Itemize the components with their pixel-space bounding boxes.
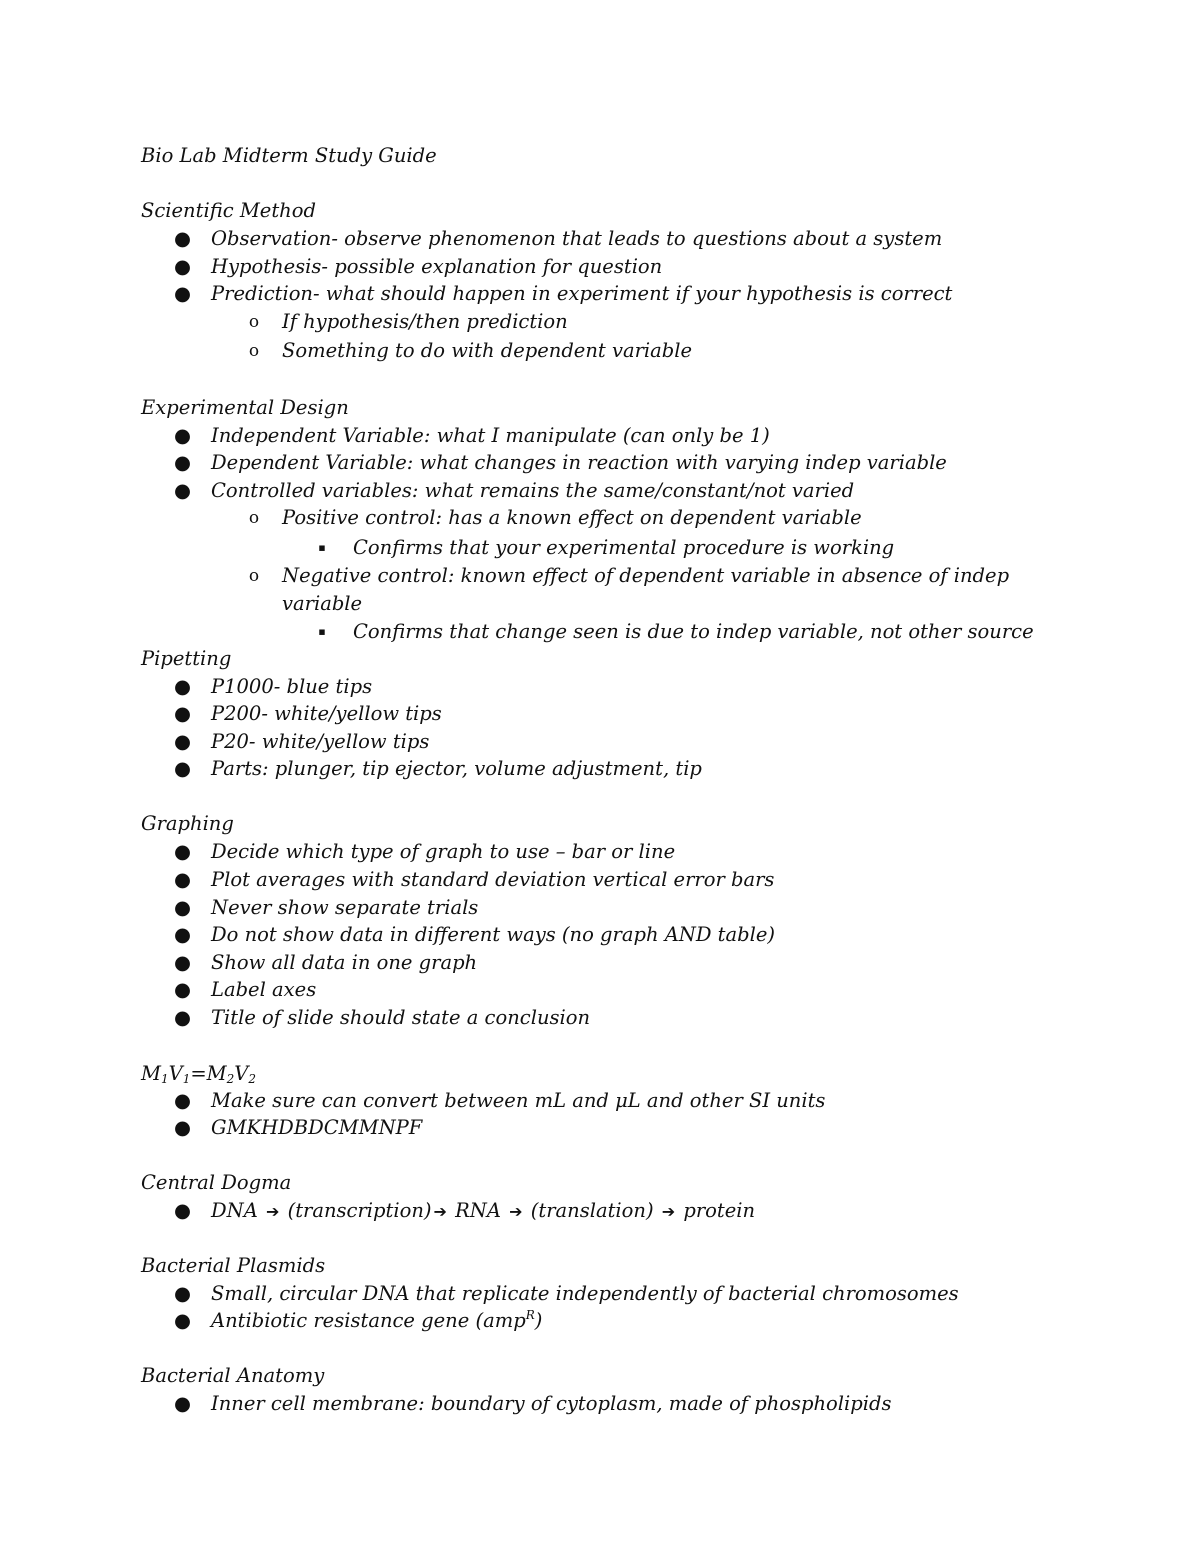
formula-m1: M	[141, 1062, 161, 1085]
bullet-icon: ●	[174, 1282, 192, 1305]
bullet-icon: ●	[174, 1116, 192, 1139]
amp-gene-text: Antibiotic resistance gene (amp	[211, 1309, 526, 1332]
sub-list-item: Negative control: known effect of dependent variable in absence of indep	[282, 564, 1010, 587]
list-item	[211, 1307, 542, 1335]
bullet-icon: ●	[174, 479, 192, 502]
bullet-icon: ●	[174, 1199, 192, 1222]
arrow-right-icon: ➔	[265, 1202, 280, 1221]
list-item: Dependent Variable: what changes in reaction with varying indep variable	[211, 451, 947, 474]
circle-bullet-icon: o	[248, 508, 260, 528]
circle-bullet-icon: o	[248, 312, 260, 332]
bullet-icon: ●	[174, 424, 192, 447]
square-bullet-icon: ▪	[318, 541, 326, 554]
formula-subscript: 1	[182, 1072, 191, 1086]
square-bullet-icon: ▪	[318, 625, 326, 638]
list-item: Observation- observe phenomenon that leads to questions about a system	[211, 227, 943, 250]
bullet-icon: ●	[174, 868, 192, 891]
bullet-icon: ●	[174, 255, 192, 278]
list-item: Do not show data in different ways (no graph AND table)	[211, 923, 776, 946]
list-item: GMKHDBDCMMNPF	[211, 1116, 423, 1139]
flow-step-transcription: (transcription)	[287, 1199, 432, 1222]
section-heading-experimental-design: Experimental Design	[141, 396, 349, 419]
section-heading-bacterial-plasmids: Bacterial Plasmids	[141, 1254, 326, 1277]
flow-step-dna: DNA	[211, 1199, 258, 1222]
arrow-right-icon: ➔	[433, 1202, 447, 1221]
bullet-icon: ●	[174, 702, 192, 725]
section-heading-bacterial-anatomy: Bacterial Anatomy	[141, 1364, 325, 1387]
bullet-icon: ●	[174, 1309, 192, 1332]
arrow-right-icon: ➔	[661, 1202, 676, 1221]
formula-subscript: 2	[248, 1072, 257, 1086]
list-item: Prediction- what should happen in experiment if your hypothesis is correct	[211, 282, 953, 305]
list-item: Parts: plunger, tip ejector, volume adjustment, tip	[211, 757, 702, 780]
formula-v1: V	[168, 1062, 183, 1085]
arrow-right-icon: ➔	[509, 1202, 523, 1221]
bullet-icon: ●	[174, 1089, 192, 1112]
formula-equals-m2: =M	[190, 1062, 227, 1085]
bullet-icon: ●	[174, 1006, 192, 1029]
sub-list-item: Positive control: has a known effect on dependent variable	[282, 506, 862, 529]
list-item: Label axes	[211, 978, 317, 1001]
bullet-icon: ●	[174, 675, 192, 698]
superscript-r: R	[525, 1308, 535, 1322]
bullet-icon: ●	[174, 1392, 192, 1415]
list-item: Decide which type of graph to use – bar or line	[211, 840, 676, 863]
sub-list-item: Something to do with dependent variable	[282, 339, 693, 362]
list-item: Never show separate trials	[211, 896, 479, 919]
bullet-icon: ●	[174, 730, 192, 753]
bullet-icon: ●	[174, 923, 192, 946]
bullet-icon: ●	[174, 896, 192, 919]
flow-step-protein: protein	[683, 1199, 756, 1222]
flow-step-rna: RNA	[455, 1199, 501, 1222]
list-item: Plot averages with standard deviation vertical error bars	[211, 868, 775, 891]
section-heading-scientific-method: Scientific Method	[141, 199, 316, 222]
list-item: Independent Variable: what I manipulate (can only be 1)	[211, 424, 770, 447]
bullet-icon: ●	[174, 451, 192, 474]
sub-sub-list-item: Confirms that your experimental procedure is working	[353, 536, 895, 559]
amp-gene-close: )	[534, 1309, 543, 1332]
list-item: Controlled variables: what remains the same/constant/not varied	[211, 479, 855, 502]
formula-v2: V	[234, 1062, 249, 1085]
document-title: Bio Lab Midterm Study Guide	[141, 144, 437, 167]
sub-sub-list-item: Confirms that change seen is due to indep variable, not other source	[353, 620, 1034, 643]
list-item: Title of slide should state a conclusion	[211, 1006, 591, 1029]
circle-bullet-icon: o	[248, 566, 260, 586]
list-item: Small, circular DNA that replicate independently of bacterial chromosomes	[211, 1282, 959, 1305]
formula-subscript: 2	[226, 1072, 235, 1086]
bullet-icon: ●	[174, 951, 192, 974]
section-heading-graphing: Graphing	[141, 812, 234, 835]
circle-bullet-icon: o	[248, 341, 260, 361]
bullet-icon: ●	[174, 227, 192, 250]
list-item: P1000- blue tips	[211, 675, 373, 698]
list-item: P20- white/yellow tips	[211, 730, 430, 753]
sub-list-item-continuation: variable	[282, 592, 363, 615]
section-heading-dilution-formula	[141, 1060, 256, 1088]
bullet-icon: ●	[174, 978, 192, 1001]
central-dogma-flow	[211, 1197, 755, 1226]
list-item: Hypothesis- possible explanation for question	[211, 255, 663, 278]
bullet-icon: ●	[174, 840, 192, 863]
section-heading-central-dogma: Central Dogma	[141, 1171, 292, 1194]
formula-subscript: 1	[160, 1072, 169, 1086]
section-heading-pipetting: Pipetting	[141, 647, 232, 670]
bullet-icon: ●	[174, 282, 192, 305]
flow-step-translation: (translation)	[530, 1199, 654, 1222]
list-item: Show all data in one graph	[211, 951, 478, 974]
list-item: Make sure can convert between mL and μL and other SI units	[211, 1089, 826, 1112]
sub-list-item: If hypothesis/then prediction	[282, 310, 568, 333]
bullet-icon: ●	[174, 757, 192, 780]
list-item: P200- white/yellow tips	[211, 702, 442, 725]
list-item: Inner cell membrane: boundary of cytoplasm, made of phospholipids	[211, 1392, 892, 1415]
